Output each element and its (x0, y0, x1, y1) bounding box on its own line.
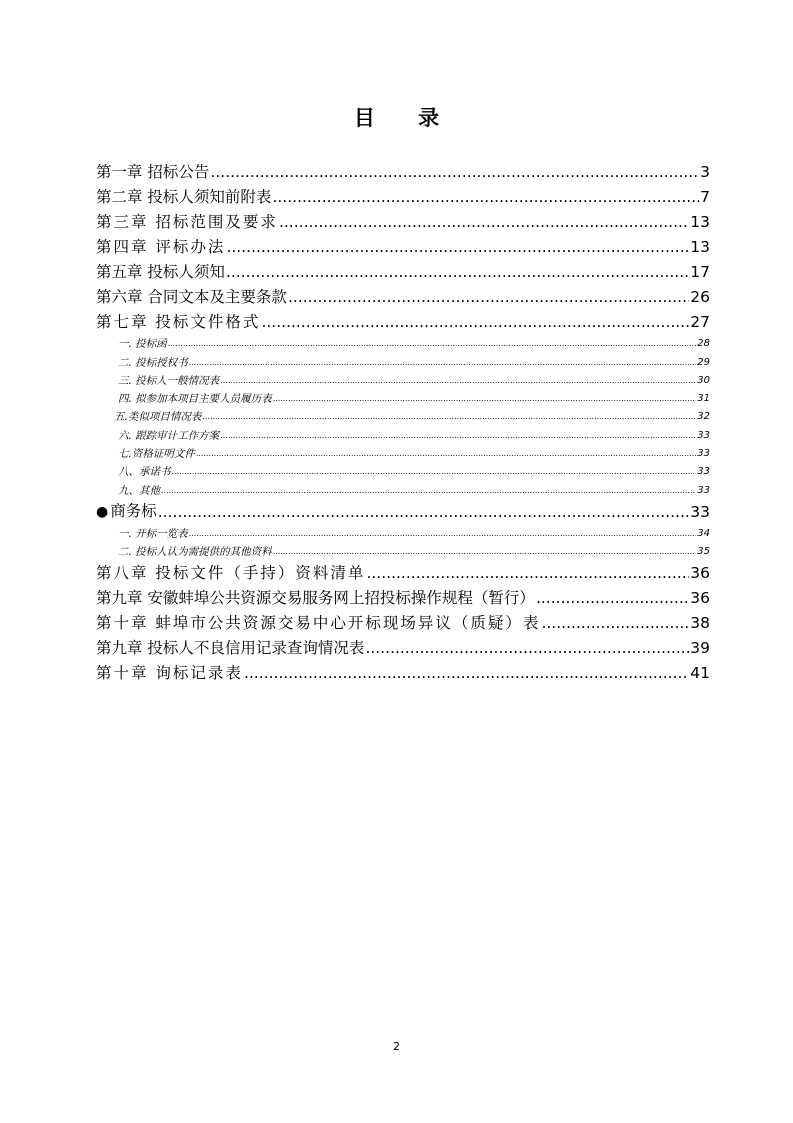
toc-entry-text: 第一章 招标公告 (96, 163, 210, 181)
toc-entry[interactable] (96, 500, 710, 525)
toc-entry-page: 17 (690, 263, 710, 281)
toc-entry[interactable] (96, 586, 710, 611)
toc-entry-text: 四. 拟参加本项目主要人员履历表 (118, 393, 272, 406)
toc-leader-dots (158, 500, 690, 525)
toc-entry-page: 29 (697, 356, 710, 368)
toc-leader-dots (279, 210, 689, 235)
toc-entry-label (96, 372, 219, 390)
toc-entry[interactable] (96, 661, 710, 686)
toc-entry[interactable] (96, 408, 710, 426)
toc-entry-label (96, 543, 272, 561)
toc-leader-dots (261, 310, 689, 335)
toc-entry-label (96, 463, 171, 481)
toc-leader-dots (220, 427, 696, 445)
toc-entry-label (96, 285, 287, 310)
toc-leader-dots (273, 390, 697, 408)
toc-leader-dots (196, 445, 696, 463)
toc-entry-page: 33 (697, 429, 710, 441)
toc-leader-dots (272, 185, 699, 210)
toc-entry-text: 七.资格证明文件 (118, 448, 195, 461)
toc-leader-dots (210, 160, 699, 185)
toc-entry-page: 41 (690, 664, 710, 683)
page-number: 2 (393, 1040, 400, 1053)
toc-entry[interactable] (96, 390, 710, 408)
toc-entry-label (96, 427, 219, 445)
toc-entry-page: 30 (697, 374, 710, 386)
toc-entry-label (96, 390, 272, 408)
toc-entry-page: 33 (697, 466, 710, 478)
toc-entry-text: 二. 投标授权书 (118, 356, 188, 369)
toc-entry-text: 第五章 投标人须知 (96, 263, 225, 281)
toc-entry-text: 三. 投标人一般情况表 (118, 374, 220, 387)
toc-leader-dots (168, 335, 697, 353)
toc-leader-dots (202, 408, 696, 426)
toc-leader-dots (541, 611, 689, 636)
toc-entry[interactable] (96, 636, 710, 661)
toc-leader-dots (226, 235, 689, 260)
toc-entry[interactable] (96, 285, 710, 310)
toc-entry-page: 36 (690, 564, 710, 583)
toc-entry-page: 33 (697, 448, 710, 460)
toc-entry-text: 商务标 (110, 501, 157, 520)
toc-leader-dots (536, 586, 689, 611)
toc-entry[interactable] (96, 185, 710, 210)
toc-entry-label (96, 636, 364, 661)
toc-entry-text: 第八章 投标文件（手持）资料清单 (96, 564, 366, 583)
toc-leader-dots (189, 525, 697, 543)
toc-leader-dots (226, 260, 689, 285)
toc-entry-page: 27 (690, 313, 710, 331)
toc-entry-label (96, 408, 201, 426)
toc-entry-page: 13 (690, 238, 710, 256)
toc-entry-text: 第四章 评标办法 (96, 238, 226, 256)
toc-leader-dots (244, 661, 689, 686)
toc-entry[interactable] (96, 335, 710, 353)
toc-entry[interactable] (96, 426, 710, 444)
toc-entry-label (96, 260, 225, 285)
toc-entry[interactable] (96, 445, 710, 463)
table-of-contents (96, 160, 710, 686)
toc-entry-text: 六. 跟踪审计工作方案 (118, 429, 220, 442)
toc-entry-page: 13 (690, 213, 710, 231)
toc-entry-page: 33 (697, 484, 710, 496)
toc-entry-text: 第十章 蚌埠市公共资源交易中心开标现场异议（质疑）表 (96, 614, 541, 633)
toc-entry-label (96, 611, 540, 636)
toc-leader-dots (365, 636, 689, 661)
toc-entry-page: 28 (697, 338, 710, 350)
toc-entry-label (96, 586, 535, 611)
toc-entry[interactable] (96, 543, 710, 561)
toc-entry-label (96, 445, 195, 463)
toc-entry-label (96, 185, 271, 210)
toc-entry-label (96, 354, 188, 372)
toc-entry-label (96, 235, 225, 260)
toc-entry-page: 39 (690, 639, 710, 658)
toc-entry-label (96, 525, 188, 543)
toc-entry[interactable] (96, 353, 710, 371)
toc-entry-page: 26 (690, 288, 710, 306)
toc-entry[interactable] (96, 372, 710, 390)
toc-entry-label (96, 310, 260, 335)
toc-entry-text: 二. 投标人认为需提供的其他资料 (118, 546, 272, 559)
toc-entry-page: 3 (700, 163, 710, 181)
toc-entry-label (96, 499, 157, 525)
toc-leader-dots (161, 482, 696, 500)
toc-entry-text: 第十章 询标记录表 (96, 664, 243, 683)
toc-leader-dots (366, 561, 689, 586)
toc-leader-dots (189, 354, 697, 372)
toc-entry[interactable] (96, 235, 710, 260)
toc-entry[interactable] (96, 160, 710, 185)
toc-entry-text: 九、其他 (118, 484, 160, 497)
toc-leader-dots (172, 463, 697, 481)
toc-entry-text: 第二章 投标人须知前附表 (96, 188, 272, 206)
toc-entry-label (96, 335, 167, 353)
toc-entry-label (96, 482, 160, 500)
toc-entry-text: 五.类似项目情况表 (114, 411, 202, 424)
toc-entry[interactable] (96, 611, 710, 636)
toc-entry[interactable] (96, 525, 710, 543)
toc-entry[interactable] (96, 463, 710, 481)
toc-entry[interactable] (96, 481, 710, 499)
toc-leader-dots (220, 372, 696, 390)
toc-entry-text: 第六章 合同文本及主要条款 (96, 288, 287, 306)
toc-entry-label (96, 160, 209, 185)
toc-entry-page: 36 (690, 589, 710, 608)
toc-entry-text: 一. 开标一览表 (118, 527, 188, 540)
toc-entry-page: 33 (690, 502, 710, 521)
toc-entry[interactable] (96, 210, 710, 235)
toc-entry-label (96, 210, 278, 235)
toc-entry-label (96, 661, 243, 686)
toc-entry-label (96, 561, 365, 586)
toc-entry-page: 38 (690, 614, 710, 633)
toc-entry-text: 第七章 投标文件格式 (96, 313, 261, 331)
bullet-icon: ● (96, 503, 109, 520)
toc-entry-text: 第九章 安徽蚌埠公共资源交易服务网上招投标操作规程（暂行） (96, 589, 535, 608)
toc-title: 目 录 (353, 106, 458, 130)
toc-leader-dots (273, 543, 697, 561)
toc-entry-text: 一. 投标函 (118, 338, 167, 351)
toc-entry-page: 32 (697, 411, 710, 423)
toc-entry-text: 第三章 招标范围及要求 (96, 213, 278, 231)
toc-entry[interactable] (96, 260, 710, 285)
toc-entry-text: 八、承诺书 (118, 466, 171, 479)
toc-entry-page: 34 (697, 527, 710, 539)
toc-entry-page: 31 (697, 393, 710, 405)
toc-entry[interactable] (96, 310, 710, 335)
toc-entry-page: 7 (700, 188, 710, 206)
toc-leader-dots (288, 285, 689, 310)
toc-entry-text: 第九章 投标人不良信用记录查询情况表 (96, 639, 365, 658)
toc-entry[interactable] (96, 561, 710, 586)
toc-entry-page: 35 (697, 546, 710, 558)
